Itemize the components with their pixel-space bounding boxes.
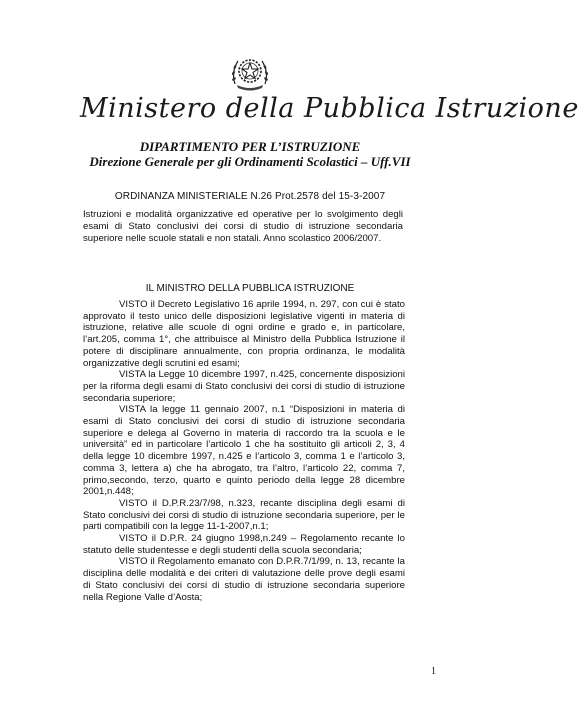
directorate-heading: Direzione Generale per gli Ordinamenti Scolastici – Uff.VII: [89, 154, 411, 169]
paragraph: VISTO il D.P.R.23/7/98, n.323, recante disciplina degli esami di Stato conclusivi dei corsi di studio di istruzione secondaria superiore, per le parti compatibili con la legge 11-1-2007,n.1;: [83, 497, 405, 533]
paragraph: VISTO il Decreto Legislativo 16 aprile 1994, n. 297, con cui è stato approvato il testo unico delle disposizioni legislative vigenti in materia di istruzione, relative alle scuole di ogni ordine e grado e, in particolare, l’art.205, comma 1°, che attribuisce al Ministro della Pubblica Istruzione il potere di disciplinare annualmente, con propria ordinanza, le modalità organizzative degli scrutini ed esami;: [83, 299, 405, 369]
minister-heading: IL MINISTRO DELLA PUBBLICA ISTRUZIONE: [145, 283, 355, 294]
ordinance-title: ORDINANZA MINISTERIALE N.26 Prot.2578 del 15-3-2007: [114, 191, 386, 202]
document-body: [83, 299, 405, 603]
paragraph: VISTO il D.P.R. 24 giugno 1998,n.249 – Regolamento recante lo statuto delle studentesse e degli studenti della scuola secondaria;: [83, 533, 405, 556]
paragraph: VISTA la legge 11 gennaio 2007, n.1 “Disposizioni in materia di esami di Stato conclusivi dei corsi di studio di istruzione secondaria superiore e delega al Governo in materia di raccordo tra la scuola e le università” ed in particolare l’articolo 1 che ha sostituito gli articoli 2, 3, 4 della legge 10 dicembre 1997, n.425 e l’articolo 3, comma 1 e l’articolo 3, comma 3, lettera a) che ha abrogato, tra l’altro, l’articolo 22, comma 7, primo,secondo, terzo, quarto e quinto periodo della legge 28 dicembre 2001,n.448;: [83, 404, 405, 498]
italian-republic-emblem-icon: [227, 52, 273, 92]
ordinance-intro: Istruzioni e modalità organizzative ed operative per lo svolgimento degli esami di Stato conclusivi dei corsi di studio di istruzione secondaria superiore nelle scuole statali e non statali. Anno scolastico 2006/2007.: [83, 209, 403, 244]
ministry-name: Ministero della Pubblica Istruzione: [80, 93, 579, 124]
department-heading: DIPARTIMENTO PER L’ISTRUZIONE: [139, 139, 361, 154]
page-number: 1: [431, 666, 436, 677]
paragraph: VISTA la Legge 10 dicembre 1997, n.425, concernente disposizioni per la riforma degli esami di Stato conclusivi dei corsi di studio di istruzione secondaria superiore;: [83, 369, 405, 404]
paragraph: VISTO il Regolamento emanato con D.P.R.7/1/99, n. 13, recante la disciplina delle modalità e dei criteri di valutazione delle prove degli esami di Stato conclusivi dei corsi di studio di istruzione secondaria superiore nella Regione Valle d’Aosta;: [83, 556, 405, 603]
